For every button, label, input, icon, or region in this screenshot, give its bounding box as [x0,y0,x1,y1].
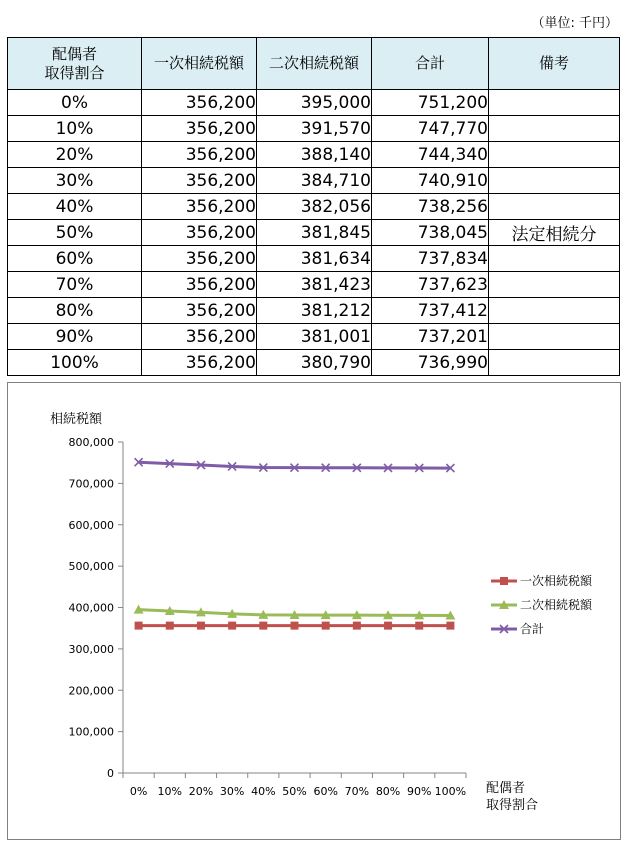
cell-first-tax: 356,200 [142,246,257,272]
line-chart [8,383,620,839]
cell-second-tax: 395,000 [257,90,372,116]
data-point [446,622,454,630]
data-point [353,622,361,630]
cell-ratio: 70% [8,272,142,298]
cell-note [489,246,620,272]
data-point [166,622,174,630]
data-point [197,622,205,630]
cell-note [489,272,620,298]
cell-total: 736,990 [372,350,489,376]
table-header-row [8,38,620,90]
cell-first-tax: 356,200 [142,194,257,220]
table-row [8,168,620,194]
y-tick-label: 0 [107,767,114,780]
cell-note [489,116,620,142]
cell-ratio: 80% [8,298,142,324]
legend-label: 一次相続税額 [520,574,593,588]
cell-second-tax: 381,423 [257,272,372,298]
data-point [415,622,423,630]
y-tick-label: 200,000 [68,684,114,698]
cell-total: 744,340 [372,142,489,168]
cell-total: 737,834 [372,246,489,272]
x-tick-label: 0% [129,785,148,798]
table-row [8,116,620,142]
cell-total: 747,770 [372,116,489,142]
cell-first-tax: 356,200 [142,272,257,298]
cell-first-tax: 356,200 [142,116,257,142]
cell-ratio: 60% [8,246,142,272]
cell-second-tax: 381,845 [257,220,372,246]
cell-ratio: 0% [8,90,142,116]
cell-note [489,350,620,376]
table-row [8,90,620,116]
cell-first-tax: 356,200 [142,168,257,194]
legend-label: 合計 [520,622,545,636]
cell-total: 738,045 [372,220,489,246]
cell-total: 737,623 [372,272,489,298]
x-tick-label: 50% [282,785,307,798]
cell-ratio: 10% [8,116,142,142]
cell-second-tax: 381,634 [257,246,372,272]
header-spouse-ratio: 配偶者 取得割合 [8,38,142,90]
data-point [384,622,392,630]
cell-first-tax: 356,200 [142,142,257,168]
table-row [8,324,620,350]
y-tick-label: 700,000 [68,477,114,491]
x-tick-label: 10% [157,785,182,798]
cell-total: 738,256 [372,194,489,220]
table-row [8,350,620,376]
x-tick-label: 90% [407,785,432,798]
cell-note [489,298,620,324]
data-point [322,622,330,630]
cell-ratio: 50% [8,220,142,246]
cell-first-tax: 356,200 [142,90,257,116]
header-note: 備考 [489,38,620,90]
y-axis-title: 相続税額 [50,412,103,427]
cell-second-tax: 381,001 [257,324,372,350]
cell-first-tax: 356,200 [142,220,257,246]
cell-total: 737,412 [372,298,489,324]
table-row [8,298,620,324]
x-tick-label: 100% [434,785,467,798]
tax-table [7,37,620,376]
data-point [259,622,267,630]
header-first-tax: 一次相続税額 [142,38,257,90]
x-tick-label: 70% [344,785,370,798]
x-axis-title: 取得割合 [486,798,539,813]
table-row [8,246,620,272]
cell-second-tax: 380,790 [257,350,372,376]
cell-note [489,142,620,168]
cell-ratio: 20% [8,142,142,168]
unit-label: （単位: 千円） [531,16,618,31]
chart-frame [7,382,621,840]
y-tick-label: 500,000 [68,560,114,574]
cell-ratio: 30% [8,168,142,194]
table-row [8,194,620,220]
cell-ratio: 40% [8,194,142,220]
cell-ratio: 100% [8,350,142,376]
cell-second-tax: 382,056 [257,194,372,220]
cell-first-tax: 356,200 [142,350,257,376]
x-tick-label: 30% [219,785,245,798]
data-point [291,622,299,630]
x-tick-label: 60% [313,785,338,798]
y-tick-label: 600,000 [68,518,114,532]
data-point [228,622,236,630]
table-row [8,142,620,168]
data-point [135,622,143,630]
cell-note: 法定相続分 [489,220,620,246]
x-tick-label: 20% [188,785,214,798]
y-tick-label: 800,000 [68,436,114,449]
header-total: 合計 [372,38,489,90]
cell-first-tax: 356,200 [142,298,257,324]
cell-note [489,194,620,220]
cell-second-tax: 384,710 [257,168,372,194]
y-tick-label: 400,000 [68,601,114,615]
cell-total: 751,200 [372,90,489,116]
cell-total: 737,201 [372,324,489,350]
table-row [8,220,620,246]
cell-first-tax: 356,200 [142,324,257,350]
cell-second-tax: 391,570 [257,116,372,142]
cell-note [489,324,620,350]
y-tick-label: 300,000 [68,642,114,656]
x-tick-label: 80% [375,785,401,798]
legend-marker [500,577,508,585]
y-tick-label: 100,000 [68,725,114,739]
x-axis-title: 配偶者 [486,781,526,796]
cell-second-tax: 381,212 [257,298,372,324]
cell-note [489,168,620,194]
header-second-tax: 二次相続税額 [257,38,372,90]
cell-note [489,90,620,116]
cell-second-tax: 388,140 [257,142,372,168]
x-tick-label: 40% [251,785,276,798]
cell-ratio: 90% [8,324,142,350]
cell-total: 740,910 [372,168,489,194]
legend-label: 二次相続税額 [520,598,593,612]
table-row [8,272,620,298]
